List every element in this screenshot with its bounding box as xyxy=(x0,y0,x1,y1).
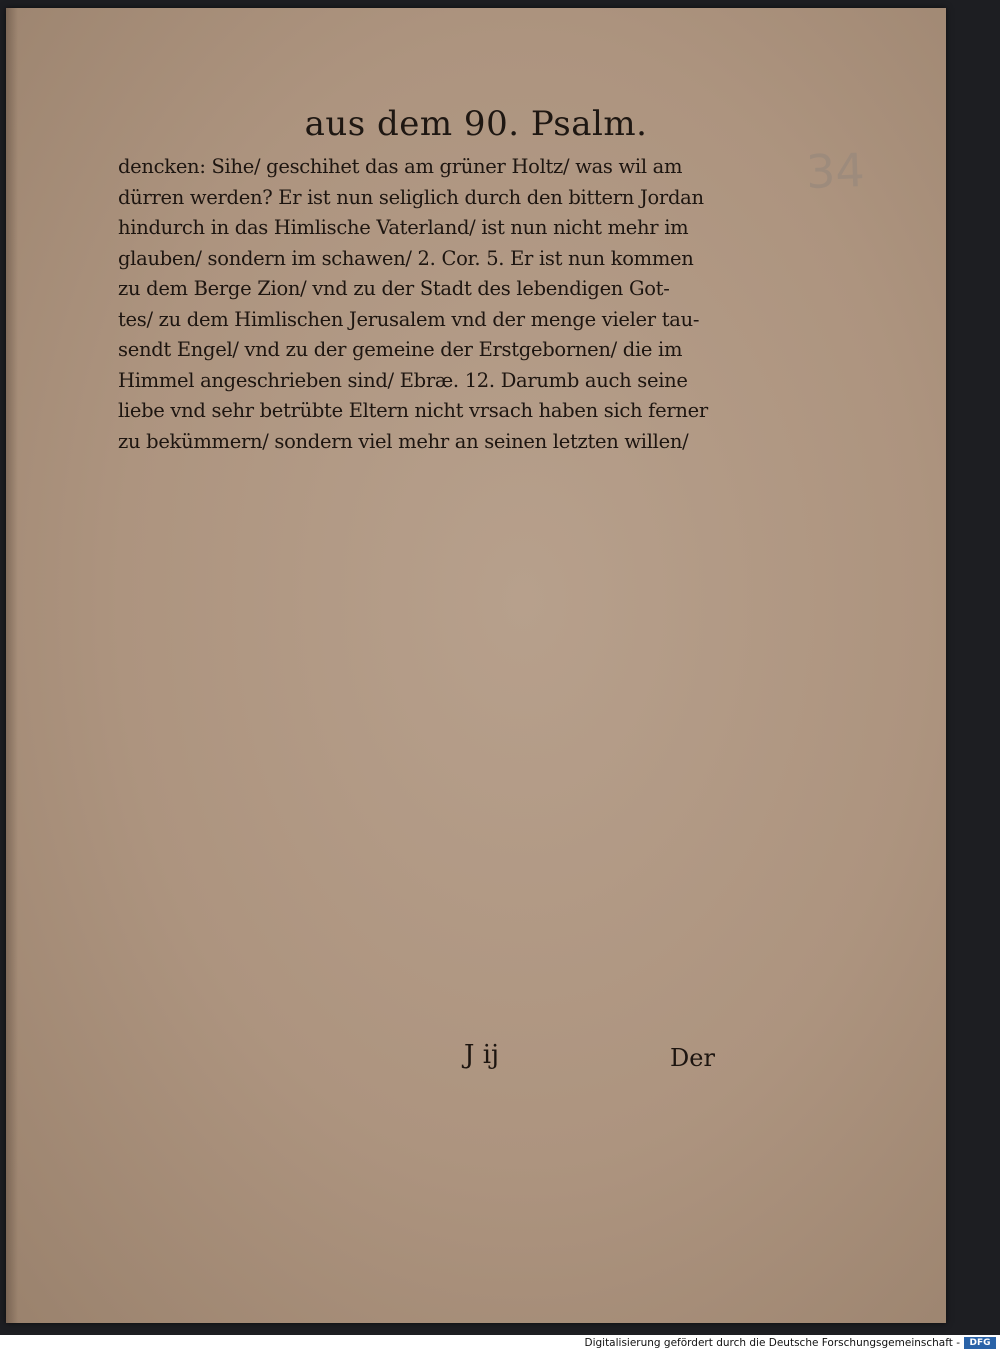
text-line: glauben/ sondern im schawen/ 2. Cor. 5. Er ist nun kommen xyxy=(118,246,694,270)
text-line: dencken: Sihe/ geschihet das am grüner Holtz/ was wil am xyxy=(118,155,683,178)
dfg-logo-icon: DFG xyxy=(964,1337,996,1349)
text-line: liebe vnd sehr betrübte Eltern nicht vrsach haben sich ferner xyxy=(118,399,708,422)
signature-mark: J ij xyxy=(464,1040,500,1070)
text-line: zu dem Berge Zion/ vnd zu der Stadt des lebendigen Got- xyxy=(118,277,670,300)
text-line: dürren werden? Er ist nun seliglich durch den bittern Jordan xyxy=(118,185,704,209)
paragraph-1 xyxy=(118,152,846,457)
text-line: zu bekümmern/ sondern viel mehr an seinen letzten willen/ xyxy=(118,429,689,453)
text-line: Himmel angeschrieben sind/ Ebræ. 12. Darumb auch seine xyxy=(118,368,688,392)
book-page xyxy=(6,8,946,1323)
text-line: tes/ zu dem Himlischen Jerusalem vnd der menge vieler tau- xyxy=(118,307,700,331)
running-head: aus dem 90. Psalm. xyxy=(304,104,648,144)
funding-credit: Digitalisierung gefördert durch die Deutsche Forschungsgemeinschaft - xyxy=(584,1337,960,1349)
folio-number: 34 xyxy=(805,142,866,200)
text-line: hindurch in das Himlische Vaterland/ ist nun nicht mehr im xyxy=(118,216,689,239)
text-line: sendt Engel/ vnd zu der gemeine der Erstgebornen/ die im xyxy=(118,338,683,361)
page-gutter-shadow xyxy=(6,8,18,1323)
catchword: Der xyxy=(670,1044,715,1072)
footer-bar xyxy=(0,1335,1000,1352)
